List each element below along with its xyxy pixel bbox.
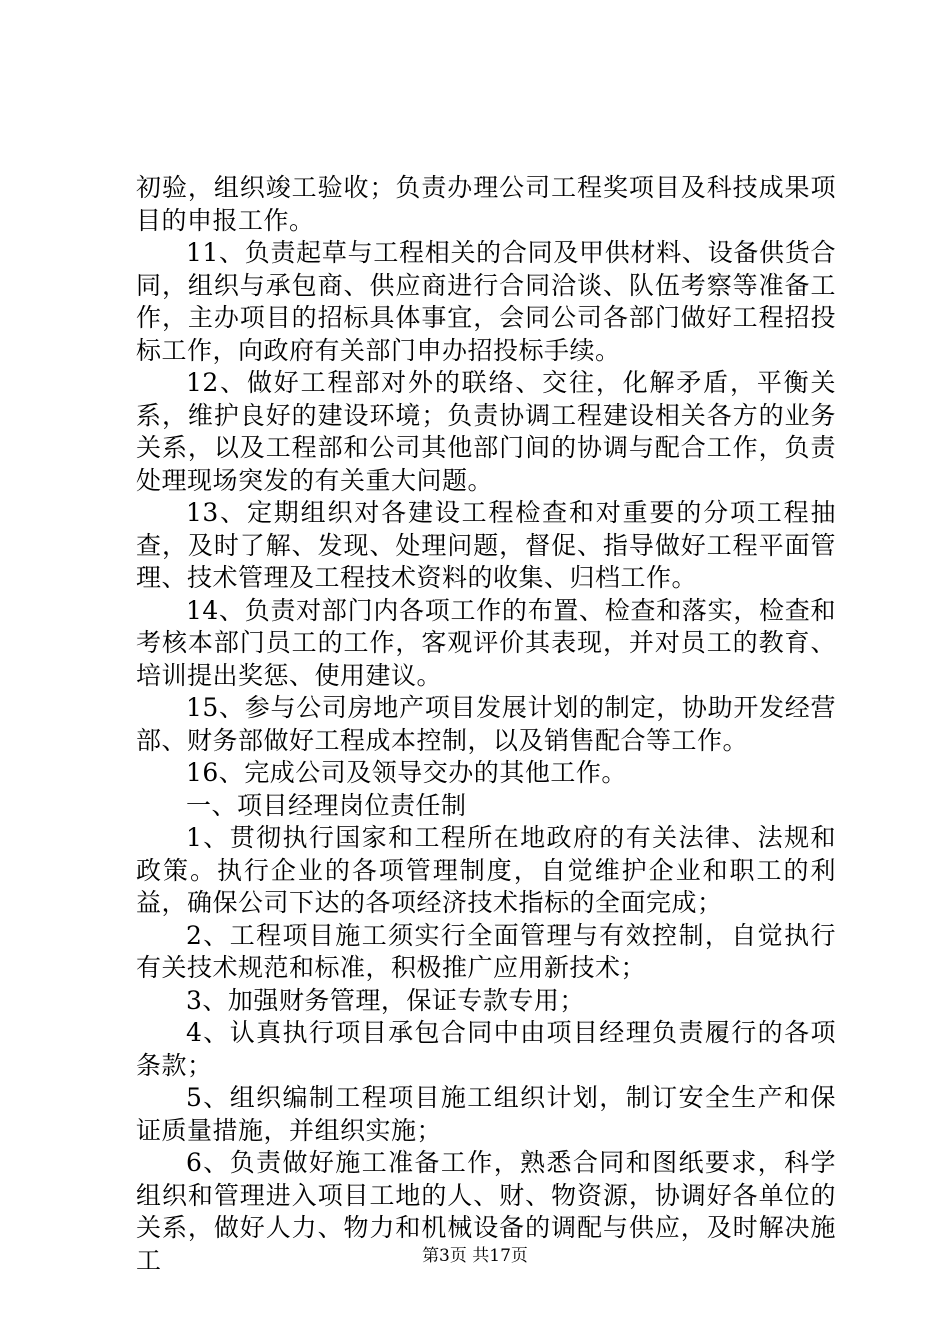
paragraph-item-16: 16、完成公司及领导交办的其他工作。 xyxy=(186,758,627,787)
paragraph-item-15: 15、参与公司房地产项目发展计划的制定，协助开发经营部、财务部做好工程成本控制，以及销售配合等工作。 xyxy=(136,693,836,755)
paragraph-item-14: 14、负责对部门内各项工作的布置、检查和落实，检查和考核本部门员工的工作，客观评价其表现，并对员工的教育、培训提出奖惩、使用建议。 xyxy=(136,595,836,690)
page-number-footer: 第3页 共17页 xyxy=(422,1246,528,1266)
paragraph-item-13: 13、定期组织对各建设工程检查和对重要的分项工程抽查，及时了解、发现、处理问题，督促、指导做好工程平面管理、技术管理及工程技术资料的收集、归档工作。 xyxy=(136,498,836,592)
paragraph-item-1: 1、贯彻执行国家和工程所在地政府的有关法律、法规和政策。执行企业的各项管理制度，自觉维护企业和职工的利益，确保公司下达的各项经济技术指标的全面完成； xyxy=(136,823,836,917)
paragraph-item-11: 11、负责起草与工程相关的合同及甲供材料、设备供货合同，组织与承包商、供应商进行合同洽谈、队伍考察等准备工作，主办项目的招标具体事宜，会同公司各部门做好工程招投标工作，向政府有关部门申办招投标手续。 xyxy=(136,238,836,365)
paragraph-item-6: 6、负责做好施工准备工作，熟悉合同和图纸要求，科学组织和管理进入项目工地的人、财、物资源，协调好各单位的关系，做好人力、物力和机械设备的调配与供应，及时解决施工 xyxy=(136,1148,836,1275)
paragraph-item-3: 3、加强财务管理，保证专款专用； xyxy=(186,985,585,1015)
paragraph-continuation: 初验，组织竣工验收；负责办理公司工程奖项目及科技成果项目的申报工作。 xyxy=(136,173,836,235)
paragraph-item-4: 4、认真执行项目承包合同中由项目经理负责履行的各项条款； xyxy=(136,1018,836,1080)
paragraph-item-12: 12、做好工程部对外的联络、交往，化解矛盾，平衡关系，维护良好的建设环境；负责协调工程建设相关各方的业务关系，以及工程部和公司其他部门间的协调与配合工作，负责处理现场突发的有关重大问题。 xyxy=(136,368,836,495)
paragraph-item-2: 2、工程项目施工须实行全面管理与有效控制，自觉执行有关技术规范和标准，积极推广应用新技术； xyxy=(136,920,836,982)
section-heading: 一、项目经理岗位责任制 xyxy=(186,790,467,820)
paragraph-item-5: 5、组织编制工程项目施工组织计划，制订安全生产和保证质量措施，并组织实施； xyxy=(136,1083,836,1145)
document-body xyxy=(136,172,836,1277)
